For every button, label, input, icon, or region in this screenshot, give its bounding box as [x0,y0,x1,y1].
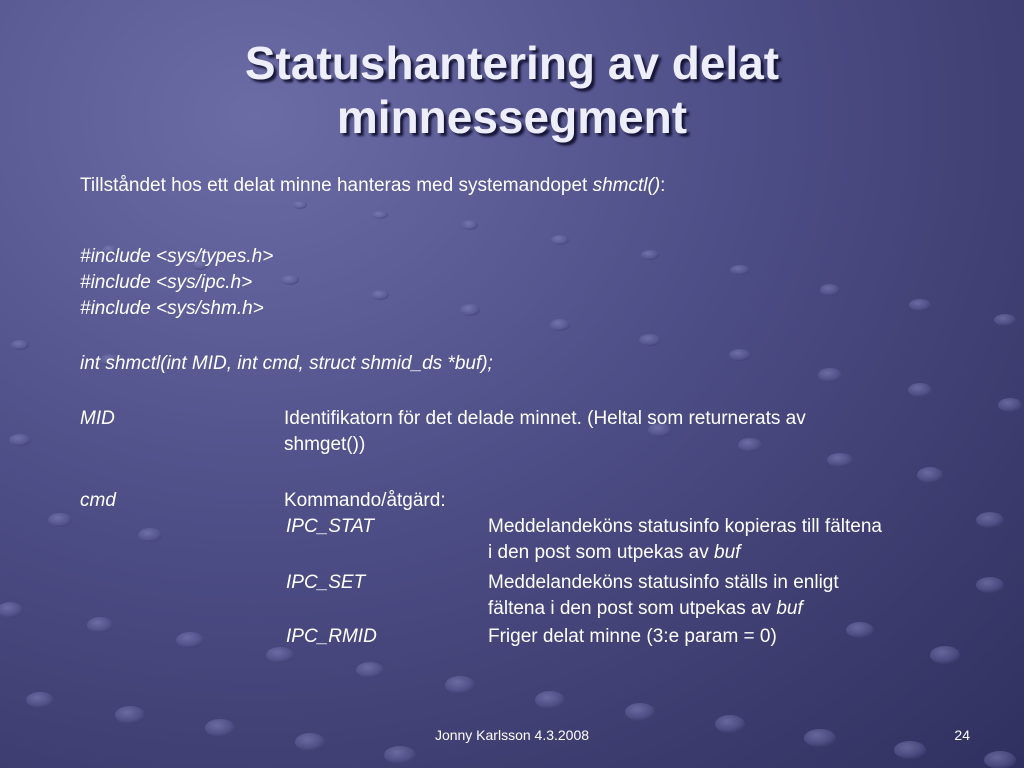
title-line-1: Statushantering av delat [244,37,780,89]
intro-colon: : [660,175,666,196]
param-mid-name: MID [80,408,115,429]
footer-author-date: Jonny Karlsson 4.3.2008 [434,727,590,743]
param-mid-description-line2: shmget()) [284,434,366,455]
command-ipc-rmid-description: Friger delat minne (3:e param = 0) [488,626,777,647]
command-ipc-stat-desc-text: i den post som utpekas av [488,542,715,563]
function-prototype: int shmctl(int MID, int cmd, struct shmid_ds *buf); [80,353,493,374]
param-cmd-description: Kommando/åtgärd: [284,490,446,511]
intro-function-name: shmctl() [592,175,661,196]
command-name-ipc-rmid: IPC_RMID [286,626,377,647]
intro-text: Tillståndet hos ett delat minne hanteras med systemandopet [80,175,593,196]
param-mid-description-line1: Identifikatorn för det delade minnet. (Heltal som returnerats av [284,408,806,429]
include-line: #include <sys/shm.h> [80,298,264,319]
command-ipc-set-description-line1: Meddelandeköns statusinfo ställs in enligt [488,572,839,593]
include-line: #include <sys/ipc.h> [80,272,253,293]
command-name-ipc-set: IPC_SET [286,572,366,593]
command-ipc-stat-desc-buf: buf [714,542,741,563]
command-name-ipc-stat: IPC_STAT [286,516,374,537]
slide-title [112,36,912,144]
command-ipc-stat-description-line1: Meddelandeköns statusinfo kopieras till fältena [488,516,882,537]
command-ipc-set-desc-buf: buf [776,598,803,619]
title-line-2: minnessegment [336,91,688,143]
param-cmd-name: cmd [80,490,116,511]
intro-paragraph [80,173,665,199]
include-line: #include <sys/types.h> [80,246,274,267]
command-ipc-set-desc-text: fältena i den post som utpekas av [488,598,777,619]
command-ipc-set-description-line2 [488,596,803,622]
slide-number: 24 [954,727,970,743]
command-ipc-stat-description-line2 [488,540,740,566]
